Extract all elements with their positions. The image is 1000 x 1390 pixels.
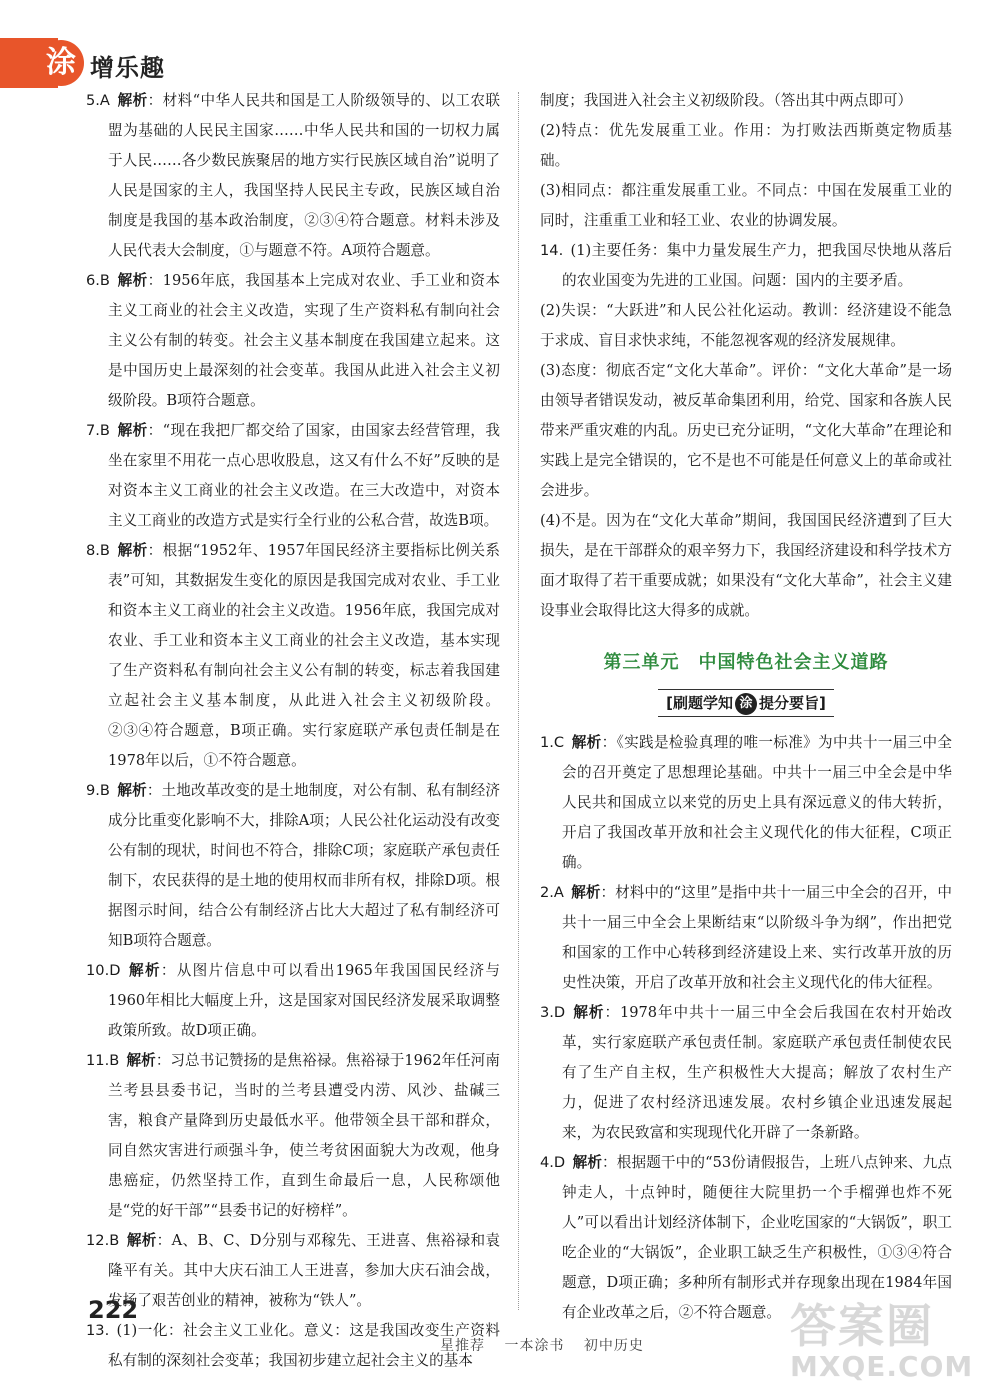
answer-item: [86, 266, 500, 416]
analysis-tag: 解析: [572, 1004, 605, 1021]
answer-item: [540, 86, 952, 116]
answer-item: [540, 236, 952, 296]
analysis-tag: 解析: [117, 272, 148, 289]
answer-text: ：“现在我把厂都交给了国家，由国家去经营管理，我坐在家里不用花一点心思收股息，这又有什么不好”反映的是对资本主义工商业的社会主义改造。在三大改造中，对资本主义工商业的改造方式是实行全行业的公私合营，故选B项。: [108, 422, 500, 529]
right-answers-unit3: [540, 728, 952, 1328]
analysis-tag: 解析: [126, 1232, 157, 1249]
answer-item: [540, 176, 952, 236]
analysis-tag: 解析: [126, 1052, 156, 1069]
answer-item: [540, 506, 952, 626]
answer-text: ：根据“1952年、1957年国民经济主要指标比例关系表”可知，其数据发生变化的原因是我国完成对农业、手工业和资本主义工商业的社会主义改造。1956年底，我国完成对农业、手工业和资本主义工商业的社会主义改造，基本实现了生产资料私有制向社会主义公有制的转变，标志着我国建立起社会主义基本制度，从此进入社会主义初级阶段。②③④符合题意，B项正确。实行家庭联产承包责任制是在1978年以后，①不符合题意。: [108, 542, 500, 769]
answer-item: [86, 416, 500, 536]
page-footer: [440, 1335, 658, 1355]
answer-item: [540, 356, 952, 506]
right-answers-continued: [540, 86, 952, 626]
answer-text: ：《实践是检验真理的唯一标准》为中共十一届三中全会的召开奠定了思想理论基础。中共十一届三中全会是中华人民共和国成立以来党的历史上具有深远意义的伟大转折，开启了我国改革开放和社会主义现代化的伟大征程，C项正确。: [562, 734, 952, 871]
answer-item: [86, 1226, 500, 1316]
section-badge: 涂: [735, 693, 757, 715]
answer-text: ：A、B、C、D分别与邓稼先、王进喜、焦裕禄和袁隆平有关。其中大庆石油工人王进喜，参加大庆石油会战，发扬了艰苦创业的精神，被称为“铁人”。: [108, 1232, 500, 1309]
footer-brand: 星推荐: [440, 1338, 485, 1354]
section-heading-before: 刷题学知: [672, 694, 733, 712]
answer-number: 5.A: [86, 92, 110, 109]
logo-badge: 涂: [38, 40, 84, 86]
answer-text: ：材料中的“这里”是指中共十一届三中全会的召开，中共十一届三中全会上果断结束“以阶级斗争为纲”，作出把党和国家的工作中心转移到经济建设上来、实行改革开放的历史性决策，开启了改革开放和社会主义现代化的伟大征程。: [562, 884, 952, 991]
answer-number: 13.: [86, 1322, 110, 1339]
answer-item: [540, 296, 952, 356]
answer-number: 6.B: [86, 272, 110, 289]
footer-subject: 初中历史: [583, 1338, 644, 1354]
footer-series: 一本涂书: [504, 1338, 565, 1354]
answer-number: 14.: [540, 242, 564, 259]
answer-item: [86, 1046, 500, 1226]
answer-number: 4.D: [540, 1154, 566, 1171]
section-heading-after: 提分要旨: [759, 694, 820, 712]
section-heading: [540, 688, 952, 718]
answer-text: (3)相同点：都注重发展重工业。不同点：中国在发展重工业的同时，注重重工业和轻工业、农业的协调发展。: [540, 182, 952, 229]
answer-number: 8.B: [86, 542, 110, 559]
column-divider: [518, 92, 519, 1310]
analysis-tag: 解析: [117, 542, 148, 559]
answer-text: ：1956年底，我国基本上完成对农业、手工业和资本主义工商业的社会主义改造，实现了生产资料私有制向社会主义公有制的转变。社会主义基本制度在我国建立起来。这是中国历史上最深刻的社会变革。我国从此进入社会主义初级阶段。B项符合题意。: [108, 272, 500, 409]
unit-title: 第三单元 中国特色社会主义道路: [603, 652, 889, 673]
left-column: [86, 86, 500, 1376]
logo-text: 增乐趣: [90, 54, 165, 82]
analysis-tag: 解析: [571, 734, 602, 751]
answer-item: [540, 878, 952, 998]
answer-text: (2)特点：优先发展重工业。作用：为打败法西斯奠定物质基础。: [540, 122, 952, 169]
analysis-tag: 解析: [572, 1154, 603, 1171]
answer-item: [86, 956, 500, 1046]
brand-logo: [0, 38, 170, 88]
section-heading-frame: [刷题学知 涂 提分要旨]: [658, 689, 834, 717]
answer-text: ：土地改革改变的是土地制度，对公有制、私有制经济成分比重变化影响不大，排除A项；人民公社化运动没有改变公有制的现状，时间也不符合，排除C项；家庭联产承包责任制下，农民获得的是土地的使用权而非所有权，排除D项。根据图示时间，结合公有制经济占比大大超过了私有制经济可知B项符合题意。: [108, 782, 500, 949]
watermark-line1: 答案圈: [790, 1299, 934, 1353]
answer-item: [86, 776, 500, 956]
answer-text: (4)不是。因为在“文化大革命”期间，我国国民经济遭到了巨大损失，是在干部群众的艰辛努力下，我国经济建设和科学技术方面才取得了若干重要成就；如果没有“文化大革命”，社会主义建设事业会取得比这大得多的成就。: [540, 512, 952, 619]
answer-text: ：根据题干中的“53份请假报告，上班八点钟来、九点钟走人，十点钟时，随便往大院里扔一个手榴弹也炸不死人”可以看出计划经济体制下，企业吃国家的“大锅饭”，职工吃企业的“大锅饭”，企业职工缺乏生产积极性，①③④符合题意，D项正确；多种所有制形式并存现象出现在1984年国有企业改革之后，②不符合题意。: [562, 1154, 952, 1321]
answer-number: 3.D: [540, 1004, 566, 1021]
answer-item: [540, 116, 952, 176]
answer-text: ：习总书记赞扬的是焦裕禄。焦裕禄于1962年任河南兰考县县委书记，当时的兰考县遭受内涝、风沙、盐碱三害，粮食产量降到历史最低水平。他带领全县干部和群众，同自然灾害进行顽强斗争，使兰考贫困面貌大为改观，他身患癌症，仍然坚持工作，直到生命最后一息，人民称颂他是“党的好干部”“县委书记的好榜样”。: [108, 1052, 500, 1219]
answer-item: [86, 86, 500, 266]
analysis-tag: 解析: [117, 782, 147, 799]
page-number: 222: [88, 1296, 139, 1324]
answer-text: (1)一化：社会主义工业化。意义：这是我国改变生产资料私有制的深刻社会变革；我国初步建立起社会主义的基本: [108, 1322, 500, 1369]
answer-item: [540, 998, 952, 1148]
analysis-tag: 解析: [571, 884, 601, 901]
watermark-line2: MXQE.COM: [790, 1350, 974, 1383]
answer-number: 1.C: [540, 734, 565, 751]
answer-number: 10.D: [86, 962, 121, 979]
answer-number: 12.B: [86, 1232, 120, 1249]
answer-text: (3)态度：彻底否定“文化大革命”。评价：“文化大革命”是一场由领导者错误发动，被反革命集团利用，给党、国家和各族人民带来严重灾难的内乱。历史已充分证明，“文化大革命”在理论和实践上是完全错误的，它不是也不可能是任何意义上的革命或社会进步。: [540, 362, 952, 499]
answer-item: [86, 1316, 500, 1376]
analysis-tag: 解析: [127, 962, 161, 979]
answer-number: 9.B: [86, 782, 110, 799]
answer-text: (2)失误：“大跃进”和人民公社化运动。教训：经济建设不能急于求成、盲目求快求纯，不能忽视客观的经济发展规律。: [540, 302, 952, 349]
answer-text: ：从图片信息中可以看出1965年我国国民经济与1960年相比大幅度上升，这是国家对国民经济发展采取调整政策所致。故D项正确。: [108, 962, 500, 1039]
answer-item: [86, 536, 500, 776]
analysis-tag: 解析: [117, 422, 148, 439]
answer-number: 11.B: [86, 1052, 120, 1069]
answer-text: ：1978年中共十一届三中全会后我国在农村开始改革，实行家庭联产承包责任制。家庭联产承包责任制使农民有了生产自主权，生产积极性大大提高；解放了农村生产力，促进了农村经济迅速发展。农村乡镇企业迅速发展起来，为农民致富和实现现代化开辟了一条新路。: [562, 1004, 952, 1141]
answer-item: [540, 728, 952, 878]
watermark-logo: [790, 1290, 990, 1385]
answer-number: 2.A: [540, 884, 564, 901]
answer-number: 7.B: [86, 422, 110, 439]
answer-text: (1)主要任务：集中力量发展生产力，把我国尽快地从落后的农业国变为先进的工业国。问题：国内的主要矛盾。: [562, 242, 952, 289]
right-column: [540, 86, 952, 1328]
answer-text: ：材料“中华人民共和国是工人阶级领导的、以工农联盟为基础的人民民主国家……中华人民共和国的一切权力属于人民……各少数民族聚居的地方实行民族区域自治”说明了人民是国家的主人，我国坚持人民民主专政，民族区域自治制度是我国的基本政治制度，②③④符合题意。材料未涉及人民代表大会制度，①与题意不符。A项符合题意。: [108, 92, 500, 259]
answer-text: 制度；我国进入社会主义初级阶段。（答出其中两点即可）: [540, 92, 913, 109]
analysis-tag: 解析: [117, 92, 148, 109]
